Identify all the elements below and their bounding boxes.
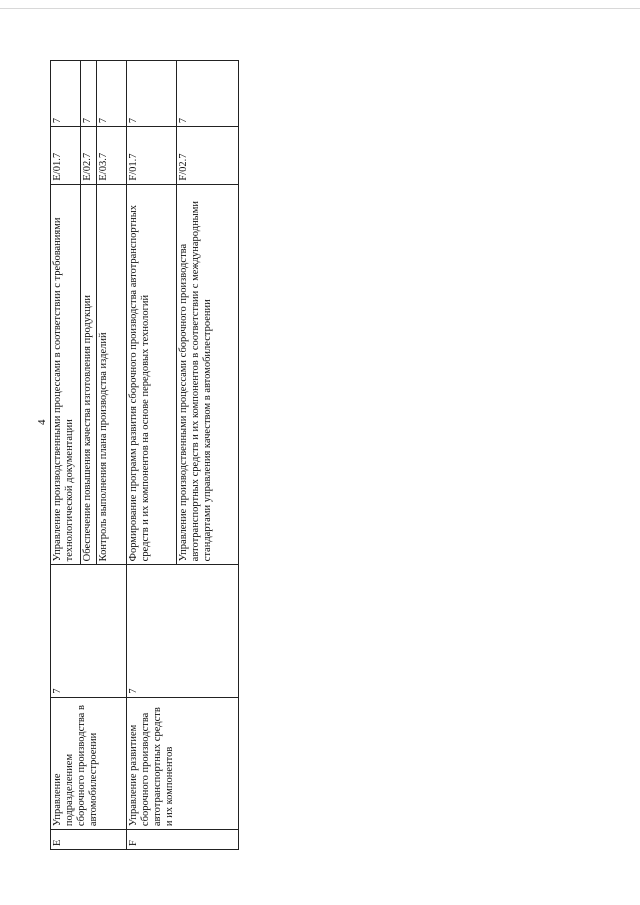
function-name: Управление производственными процессами сборочного производства автотранспортных средств и их компонентов в соответствии с международными стандартами управления качеством в автомобилестроении <box>177 184 239 565</box>
group-level: 7 <box>127 565 239 697</box>
function-name: Обеспечение повышения качества изготовления продукции <box>81 184 97 565</box>
functions-table <box>50 60 239 850</box>
group-code: F <box>127 830 239 850</box>
function-code: E/03.7 <box>97 127 127 184</box>
group-level: 7 <box>51 565 127 697</box>
function-name: Формирование программ развития сборочного производства автотранспортных средств и их компонентов на основе передовых технологий <box>127 184 177 565</box>
function-level: 7 <box>177 61 239 127</box>
function-code: E/01.7 <box>51 127 81 184</box>
function-level: 7 <box>97 61 127 127</box>
function-code: F/01.7 <box>127 127 177 184</box>
function-code: E/02.7 <box>81 127 97 184</box>
page-number: 4 <box>36 419 48 425</box>
table-row <box>51 61 81 850</box>
function-level: 7 <box>127 61 177 127</box>
scan-edge-line <box>0 8 640 9</box>
group-name: Управление подразделением сборочного производства в автомобилестроении <box>51 697 127 829</box>
group-code: E <box>51 830 127 850</box>
function-name: Контроль выполнения плана производства изделий <box>97 184 127 565</box>
rotated-table-container <box>50 60 250 850</box>
function-code: F/02.7 <box>177 127 239 184</box>
function-level: 7 <box>51 61 81 127</box>
function-level: 7 <box>81 61 97 127</box>
function-name: Управление производственными процессами в соответствии с требованиями технологической документации <box>51 184 81 565</box>
table-row <box>127 61 177 850</box>
group-name: Управление развитием сборочного производства автотранспортных средств и их компонентов <box>127 697 239 829</box>
